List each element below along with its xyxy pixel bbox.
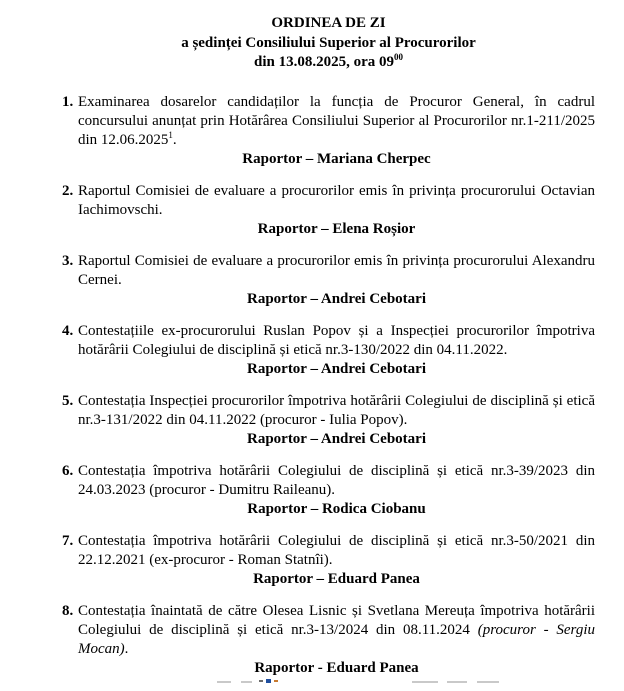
- item-body-text: Raportul Comisiei de evaluare a procurorilor emis în privința procurorului Alexandru Cernei.: [78, 253, 595, 288]
- raportor-line: Raportor – Rodica Ciobanu: [247, 501, 426, 517]
- item-text: [78, 392, 595, 430]
- raportor-line: Raportor – Mariana Cherpec: [242, 151, 431, 167]
- cutoff-text-sliver: [259, 680, 263, 682]
- raportor-line: Raportor - Eduard Panea: [254, 660, 419, 676]
- footnote-reference: 1: [168, 130, 173, 140]
- item-body-text: Contestația împotriva hotărârii Colegiului de disciplină și etică nr.3-50/2021 din 22.12.2021 (ex-procuror - Roman Statnîi).: [78, 533, 595, 568]
- item-number: 4.: [62, 323, 74, 339]
- agenda-item-1: [62, 93, 595, 169]
- cutoff-text-sliver: [412, 681, 438, 683]
- item-body-text: Contestațiile ex-procurorului Ruslan Popov și a Inspecției procurorilor împotriva hotărârii Colegiului de disciplină și etică nr.3-130/2022 din 04.11.2022.: [78, 323, 595, 358]
- item-number: 3.: [62, 253, 74, 269]
- item-italic-text: (procuror - Sergiu Mocan): [78, 622, 595, 657]
- cutoff-text-sliver: [266, 679, 271, 683]
- raportor-line: Raportor – Andrei Cebotari: [246, 291, 427, 307]
- document-subtitle: a ședinței Consiliului Superior al Procurorilor: [181, 34, 476, 51]
- item-text: [78, 252, 595, 290]
- item-text: [78, 182, 595, 220]
- item-text: [78, 322, 595, 360]
- agenda-item-6: [62, 462, 595, 519]
- item-text: [78, 93, 595, 150]
- agenda-item-4: [62, 322, 595, 379]
- item-number: 5.: [62, 393, 74, 409]
- item-number: 2.: [62, 183, 74, 199]
- document-title-block: [62, 14, 595, 73]
- item-body-text: Examinarea dosarelor candidaților la funcția de Procuror General, în cadrul concursului anunțat prin Hotărârea Consiliului Superior al Procurorilor nr.1-211/2025 din 12.06.2025: [78, 94, 595, 148]
- agenda-item-8: [62, 602, 595, 678]
- raportor-line: Raportor – Elena Roșior: [257, 221, 416, 237]
- item-body-text: Contestația Inspecției procurorilor împotriva hotărârii Colegiului de disciplină și etică nr.3-131/2022 din 04.11.2022 (procuror - Iulia Popov).: [78, 393, 595, 428]
- cutoff-text-sliver: [447, 681, 467, 683]
- item-number: 8.: [62, 603, 74, 619]
- item-body-text: Contestația împotriva hotărârii Colegiului de disciplină și etică nr.3-39/2023 din 24.03.2023 (procuror - Dumitru Raileanu).: [78, 463, 595, 498]
- item-tail-text: .: [172, 132, 177, 148]
- document-date-text: din 13.08.2025, ora 09: [253, 54, 394, 70]
- item-body-text: Raportul Comisiei de evaluare a procurorilor emis în privința procurorului Octavian Iachimovschi.: [78, 183, 595, 218]
- item-number: 6.: [62, 463, 74, 479]
- raportor-line: Raportor – Eduard Panea: [253, 571, 420, 587]
- cutoff-text-sliver: [477, 681, 499, 683]
- item-text: [78, 532, 595, 570]
- item-body-text: Contestația înaintată de către Olesea Lisnic și Svetlana Mereuța împotriva hotărârii Colegiului de disciplină și etică nr.3-13/2024 din 08.11.2024: [78, 603, 595, 638]
- document-date-line: [62, 53, 595, 73]
- cutoff-text-sliver: [217, 681, 231, 683]
- item-tail-text: .: [124, 641, 129, 657]
- item-number: 1.: [62, 94, 74, 110]
- raportor-line: Raportor – Andrei Cebotari: [246, 361, 427, 377]
- cutoff-text-sliver: [274, 680, 278, 682]
- agenda-item-2: [62, 182, 595, 239]
- agenda-item-5: [62, 392, 595, 449]
- document-time-superscript: 00: [394, 52, 403, 62]
- raportor-line: Raportor – Andrei Cebotari: [246, 431, 427, 447]
- agenda-item-3: [62, 252, 595, 309]
- item-text: [78, 602, 595, 659]
- document-title: ORDINEA DE ZI: [271, 15, 386, 31]
- item-number: 7.: [62, 533, 74, 549]
- agenda-item-7: [62, 532, 595, 589]
- agenda-list: [62, 93, 595, 691]
- item-text: [78, 462, 595, 500]
- cutoff-text-sliver: [241, 681, 252, 683]
